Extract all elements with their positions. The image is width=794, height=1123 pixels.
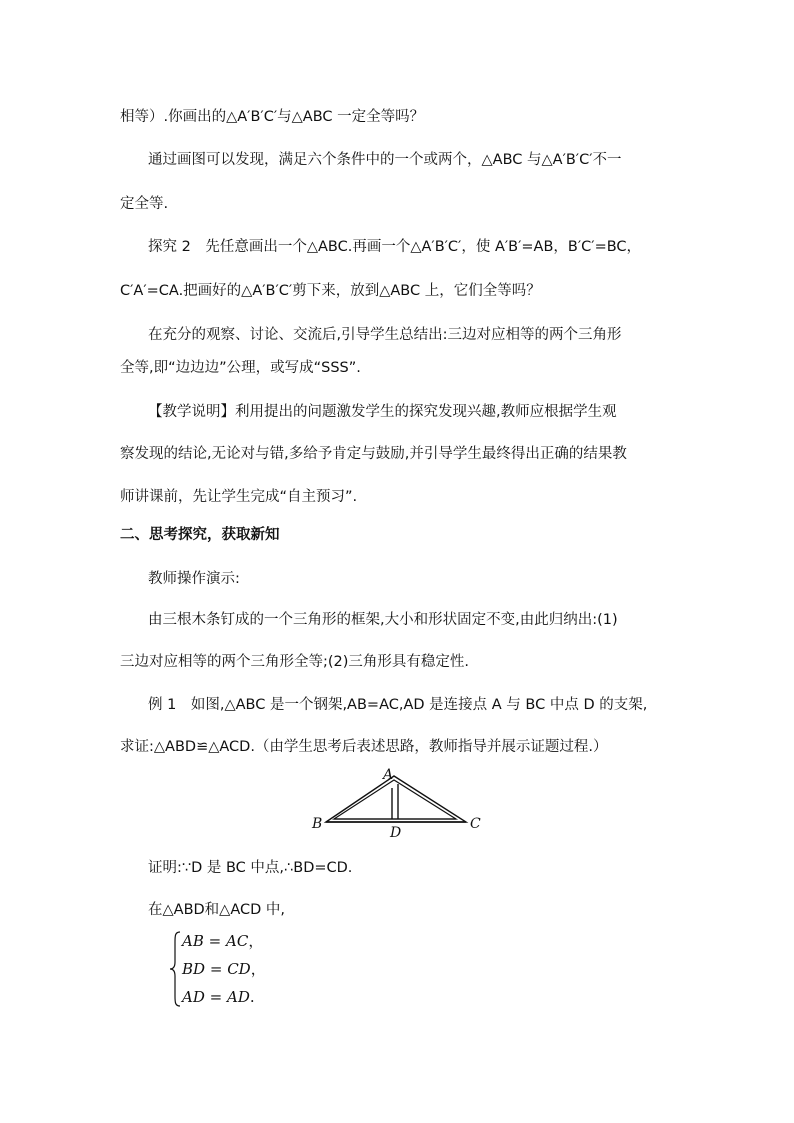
paragraph-line: 师讲课前，先让学生完成“自主预习”.: [120, 489, 358, 505]
paragraph-line: 在△ABD和△ACD 中,: [148, 902, 286, 918]
eq-lhs: BD: [182, 960, 206, 978]
eq-operator: =: [209, 988, 223, 1006]
eq-rhs: CD: [227, 960, 251, 978]
equation-bd-cd: [182, 959, 266, 979]
paragraph-line: 在充分的观察、讨论、交流后,引导学生总结出:三边对应相等的两个三角形: [148, 327, 622, 343]
paragraph-line: 察发现的结论,无论对与错,多给予肯定与鼓励,并引导学生最终得出正确的结果教: [120, 446, 627, 462]
equation-ad-ad: [182, 987, 255, 1007]
eq-rhs: AC: [226, 932, 249, 950]
eq-punct: .: [249, 988, 255, 1006]
paragraph-line: 通过画图可以发现，满足六个条件中的一个或两个，△ABC 与△A′B′C′不一: [148, 152, 622, 168]
eq-operator: =: [209, 960, 223, 978]
point-label-d: D: [390, 825, 402, 841]
paragraph-line: 全等,即“边边边”公理，或写成“SSS”.: [120, 360, 361, 376]
eq-lhs: AB: [182, 932, 204, 950]
eq-punct: ，: [250, 960, 266, 978]
paragraph-line: C′A′=CA.把画好的△A′B′C′剪下来，放到△ABC 上，它们全等吗？: [120, 283, 541, 299]
vertex-label-a: A: [383, 767, 394, 783]
paragraph-line: 定全等.: [120, 196, 169, 212]
paragraph-line: 相等）.你画出的△A′B′C′与△ABC 一定全等吗？: [120, 109, 425, 125]
paragraph-line: 求证:△ABD≌△ACD.（由学生思考后表述思路，教师指导并展示证题过程.）: [120, 739, 608, 755]
support-beam-ad: [392, 784, 398, 819]
paragraph-line: 【教学说明】利用提出的问题激发学生的探究发现兴趣,教师应根据学生观: [148, 404, 617, 420]
eq-operator: =: [208, 932, 222, 950]
paragraph-line: 由三根木条钉成的一个三角形的框架,大小和形状固定不变,由此归纳出:(1): [148, 612, 618, 628]
triangle-frame: [326, 776, 466, 822]
section-heading: 二、思考探究，获取新知: [120, 527, 280, 543]
paragraph-line: 教师操作演示:: [148, 571, 240, 587]
vertex-label-b: B: [312, 816, 323, 832]
eq-punct: ，: [248, 932, 264, 950]
eq-rhs: AD: [227, 988, 250, 1006]
eq-lhs: AD: [182, 988, 205, 1006]
paragraph-line: 三边对应相等的两个三角形全等;(2)三角形具有稳定性.: [120, 654, 470, 670]
paragraph-line: 例 1 如图,△ABC 是一个钢架,AB=AC,AD 是连接点 A 与 BC 中点 D 的支架,: [148, 697, 648, 713]
vertex-label-c: C: [470, 816, 481, 832]
equation-ab-ac: [182, 931, 263, 951]
truss-triangle-figure: [306, 762, 496, 842]
paragraph-line: 证明:∵D 是 BC 中点,∴BD=CD.: [148, 860, 353, 876]
left-brace: [168, 930, 182, 1008]
paragraph-line: 探究 2 先任意画出一个△ABC.再画一个△A′B′C′，使 A′B′=AB，B′C′=BC，: [148, 239, 642, 255]
